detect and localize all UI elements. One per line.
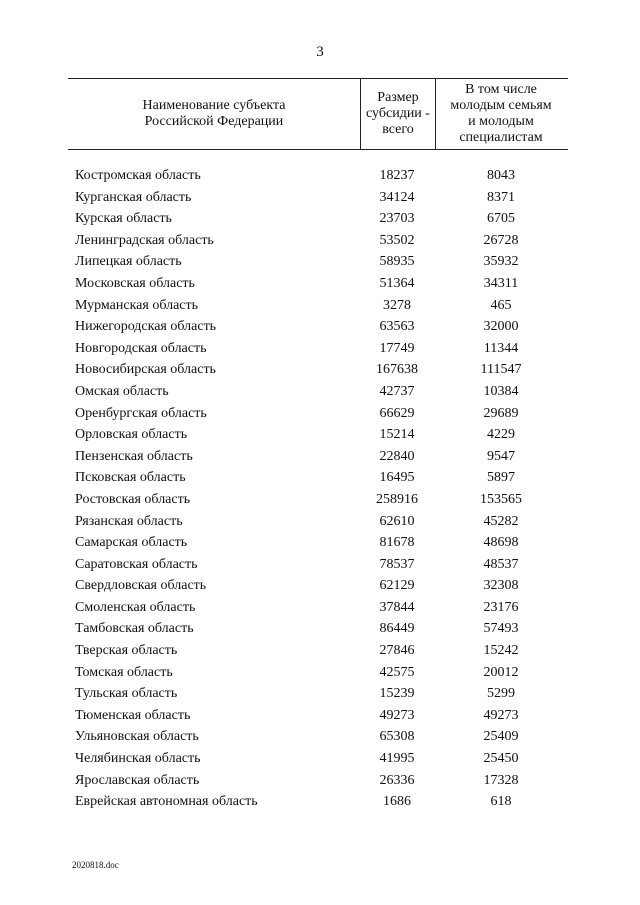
subsidy-young: 8043 xyxy=(487,168,515,183)
subsidy-total: 86449 xyxy=(379,621,415,637)
subsidy-young: 11344 xyxy=(483,340,519,356)
region-name: Самарская область xyxy=(75,535,188,551)
subsidy-total: 51364 xyxy=(379,275,415,291)
subsidy-young: 6705 xyxy=(487,211,515,227)
subsidy-total: 3278 xyxy=(383,297,411,313)
subsidy-total: 17749 xyxy=(379,340,415,356)
region-name: Новосибирская область xyxy=(75,362,216,378)
region-name: Смоленская область xyxy=(75,599,196,615)
subsidy-total: 42737 xyxy=(379,383,415,399)
subsidy-total: 167638 xyxy=(376,362,418,378)
region-name: Нижегородская область xyxy=(75,319,217,335)
subsidy-young: 25450 xyxy=(483,751,519,767)
region-name: Челябинская область xyxy=(75,751,201,767)
table-row xyxy=(68,770,568,792)
subsidy-total: 58935 xyxy=(379,254,415,270)
table-row xyxy=(68,230,568,252)
subsidy-total: 27846 xyxy=(379,643,415,659)
subsidy-total: 42575 xyxy=(379,664,415,680)
page-number: 3 xyxy=(316,44,324,60)
table-row xyxy=(68,381,568,403)
table-row xyxy=(68,273,568,295)
region-name: Ленинградская область xyxy=(75,232,214,248)
table-row xyxy=(68,338,568,360)
subsidy-young: 20012 xyxy=(483,664,519,680)
region-name: Саратовская область xyxy=(75,556,198,572)
subsidy-young: 57493 xyxy=(483,621,519,637)
region-name: Томская область xyxy=(75,664,173,680)
subsidy-young: 465 xyxy=(490,297,512,313)
table-row xyxy=(68,640,568,662)
subsidy-young: 45282 xyxy=(483,513,519,529)
region-name: Еврейская автономная область xyxy=(75,794,258,810)
subsidy-young: 9547 xyxy=(487,448,515,464)
table-row xyxy=(68,446,568,468)
region-name: Ярославская область xyxy=(75,772,200,788)
header-young-families: В том числе молодым семьям и молодым специалистам xyxy=(450,82,552,145)
subsidy-young: 8371 xyxy=(487,189,515,205)
subsidy-young: 29689 xyxy=(483,405,519,421)
region-name: Омская область xyxy=(75,383,169,399)
subsidy-total: 37844 xyxy=(379,599,415,615)
subsidy-young: 25409 xyxy=(483,729,519,745)
subsidy-total: 62129 xyxy=(379,578,415,594)
region-name: Тамбовская область xyxy=(75,621,194,637)
table-row xyxy=(68,489,568,511)
subsidy-young: 32000 xyxy=(483,319,519,335)
table-row xyxy=(68,187,568,209)
subsidy-young: 48698 xyxy=(483,535,519,551)
subsidy-total: 53502 xyxy=(379,232,415,248)
table-row xyxy=(68,791,568,813)
subsidy-total: 78537 xyxy=(379,556,415,572)
table-row xyxy=(68,705,568,727)
region-name: Свердловская область xyxy=(75,578,207,594)
header-region-name: Наименование субъекта Российской Федерации xyxy=(142,98,286,129)
table-row xyxy=(68,295,568,317)
table-row xyxy=(68,683,568,705)
table-row xyxy=(68,748,568,770)
subsidy-total: 22840 xyxy=(379,448,415,464)
table-row xyxy=(68,618,568,640)
subsidy-young: 26728 xyxy=(483,232,519,248)
header-subsidy-total: Размер субсидии - всего xyxy=(360,79,436,149)
table-body xyxy=(68,165,568,813)
region-name: Курганская область xyxy=(75,189,192,205)
region-name: Ростовская область xyxy=(75,491,191,507)
subsidy-total: 15239 xyxy=(379,686,415,702)
table-row xyxy=(68,251,568,273)
subsidy-total: 41995 xyxy=(379,751,415,767)
table-row xyxy=(68,316,568,338)
subsidy-total: 23703 xyxy=(379,211,415,227)
region-name: Курская область xyxy=(75,211,172,227)
subsidy-young: 23176 xyxy=(483,599,519,615)
subsidy-total: 66629 xyxy=(379,405,415,421)
region-name: Ульяновская область xyxy=(75,729,199,745)
subsidy-young: 618 xyxy=(490,794,512,810)
subsidy-total: 26336 xyxy=(379,772,415,788)
subsidy-total: 34124 xyxy=(379,189,415,205)
subsidy-total: 1686 xyxy=(383,794,411,810)
subsidy-young: 35932 xyxy=(483,254,519,270)
region-name: Московская область xyxy=(75,275,195,291)
subsidy-table xyxy=(68,78,568,810)
subsidy-young: 34311 xyxy=(483,275,519,291)
table-row xyxy=(68,165,568,187)
region-name: Тверская область xyxy=(75,643,178,659)
subsidy-total: 63563 xyxy=(379,319,415,335)
subsidy-total: 49273 xyxy=(379,707,415,723)
subsidy-young: 32308 xyxy=(483,578,519,594)
table-row xyxy=(68,359,568,381)
subsidy-young: 17328 xyxy=(483,772,519,788)
table-row xyxy=(68,726,568,748)
region-name: Костромская область xyxy=(75,168,201,183)
subsidy-young: 5897 xyxy=(487,470,515,486)
subsidy-total: 18237 xyxy=(379,168,415,183)
subsidy-total: 65308 xyxy=(379,729,415,745)
subsidy-young: 4229 xyxy=(487,427,515,443)
subsidy-total: 258916 xyxy=(376,491,418,507)
subsidy-young: 49273 xyxy=(483,707,519,723)
table-row xyxy=(68,208,568,230)
subsidy-young: 5299 xyxy=(487,686,515,702)
region-name: Липецкая область xyxy=(75,254,182,270)
region-name: Пензенская область xyxy=(75,448,193,464)
subsidy-total: 15214 xyxy=(379,427,415,443)
table-header xyxy=(68,78,568,150)
region-name: Орловская область xyxy=(75,427,188,443)
table-row xyxy=(68,532,568,554)
region-name: Псковская область xyxy=(75,470,186,486)
table-row xyxy=(68,662,568,684)
subsidy-young: 15242 xyxy=(483,643,519,659)
table-row xyxy=(68,424,568,446)
region-name: Новгородская область xyxy=(75,340,207,356)
region-name: Рязанская область xyxy=(75,513,183,529)
table-row xyxy=(68,554,568,576)
subsidy-total: 81678 xyxy=(379,535,415,551)
subsidy-young: 153565 xyxy=(480,491,522,507)
subsidy-total: 62610 xyxy=(379,513,415,529)
subsidy-young: 111547 xyxy=(480,362,522,378)
subsidy-total: 16495 xyxy=(379,470,415,486)
region-name: Мурманская область xyxy=(75,297,199,313)
table-row xyxy=(68,575,568,597)
subsidy-young: 10384 xyxy=(483,383,519,399)
subsidy-young: 48537 xyxy=(483,556,519,572)
table-row xyxy=(68,467,568,489)
file-name: 2020818.doc xyxy=(72,860,119,870)
table-row xyxy=(68,597,568,619)
region-name: Оренбургская область xyxy=(75,405,207,421)
table-row xyxy=(68,511,568,533)
region-name: Тюменская область xyxy=(75,707,191,723)
region-name: Тульская область xyxy=(75,686,178,702)
table-row xyxy=(68,403,568,425)
